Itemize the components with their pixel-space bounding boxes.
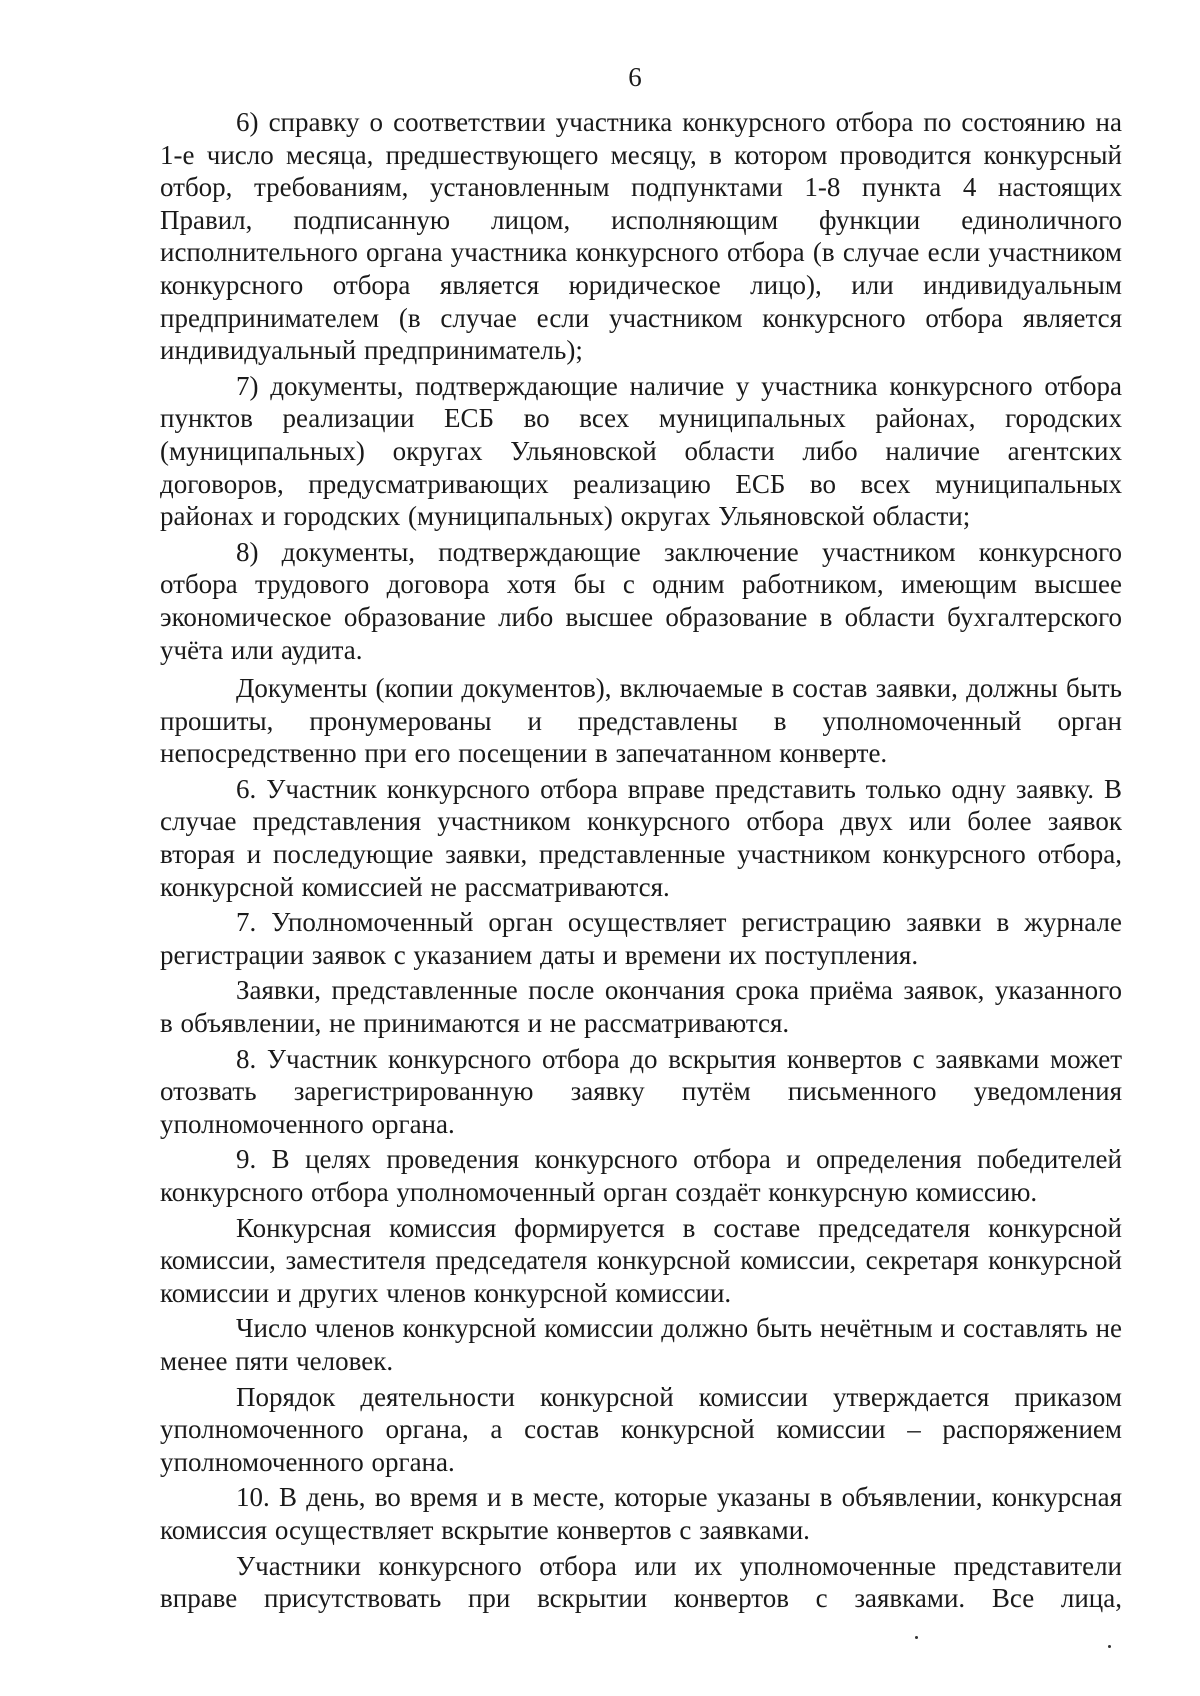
paragraph-clause-10: 10. В день, во время и в месте, которые указаны в объявлении, конкурсная комиссия осуществляет вскрытие конвертов с заявками. xyxy=(160,1482,1122,1545)
paragraph-item-6: 6) справку о соответствии участника конкурсного отбора по состоянию на 1-е число месяца, предшествующего месяцу, в котором проводится конкурсный отбор, требованиям, установленным подпунктами 1-8 пункта 4 настоящих Правил, подписанную лицом, исполняющим функции единоличного исполнительного органа участника конкурсного отбора (в случае если участником конкурсного отбора является юридическое лицо), или индивидуальным предпринимателем (в случае если участником конкурсного отбора является индивидуальный предприниматель); xyxy=(160,107,1122,366)
scan-speck xyxy=(915,1636,918,1639)
paragraph-clause-8: 8. Участник конкурсного отбора до вскрытия конвертов с заявками может отозвать зарегистрированную заявку путём письменного уведомления уполномоченного органа. xyxy=(160,1043,1122,1139)
paragraph-item-8: 8) документы, подтверждающие заключение участником конкурсного отбора трудового договора хотя бы с одним работником, имеющим высшее экономическое образование либо высшее образование в области бухгалтерского учёта или аудита. xyxy=(160,536,1122,665)
paragraph-clause-7: 7. Уполномоченный орган осуществляет регистрацию заявки в журнале регистрации заявок с указанием даты и времени их поступления. xyxy=(160,907,1122,970)
paragraph-participants-presence: Участники конкурсного отбора или их уполномоченные представители вправе присутствовать при вскрытии конвертов с заявками. Все лица, xyxy=(160,1550,1122,1614)
paragraph-commission-composition: Конкурсная комиссия формируется в составе председателя конкурсной комиссии, заместителя председателя конкурсной комиссии, секретаря конкурсной комиссии и других членов конкурсной комиссии. xyxy=(160,1212,1122,1308)
paragraph-commission-size: Число членов конкурсной комиссии должно быть нечётным и составлять не менее пяти человек. xyxy=(160,1313,1122,1376)
paragraph-commission-procedure: Порядок деятельности конкурсной комиссии утверждается приказом уполномоченного органа, а состав конкурсной комиссии – распоряжением уполномоченного органа. xyxy=(160,1381,1122,1477)
document-body xyxy=(160,106,1122,1615)
scan-speck xyxy=(1108,1645,1111,1648)
paragraph-documents-binding: Документы (копии документов), включаемые в состав заявки, должны быть прошиты, пронумерованы и представлены в уполномоченный орган непосредственно при его посещении в запечатанном конверте. xyxy=(160,673,1122,769)
paragraph-clause-6: 6. Участник конкурсного отбора вправе представить только одну заявку. В случае представления участником конкурсного отбора двух или более заявок вторая и последующие заявки, представленные участником конкурсного отбора, конкурсной комиссией не рассматриваются. xyxy=(160,773,1122,902)
paragraph-late-applications: Заявки, представленные после окончания срока приёма заявок, указанного в объявлении, не принимаются и не рассматриваются. xyxy=(160,975,1122,1039)
page-number: 6 xyxy=(628,62,642,92)
paragraph-clause-9: 9. В целях проведения конкурсного отбора и определения победителей конкурсного отбора уполномоченный орган создаёт конкурсную комиссию. xyxy=(160,1144,1122,1207)
paragraph-item-7: 7) документы, подтверждающие наличие у участника конкурсного отбора пунктов реализации ЕСБ во всех муниципальных районах, городских (муниципальных) округах Ульяновской области либо наличие агентских договоров, предусматривающих реализацию ЕСБ во всех муниципальных районах и городских (муниципальных) округах Ульяновской области; xyxy=(160,370,1122,532)
